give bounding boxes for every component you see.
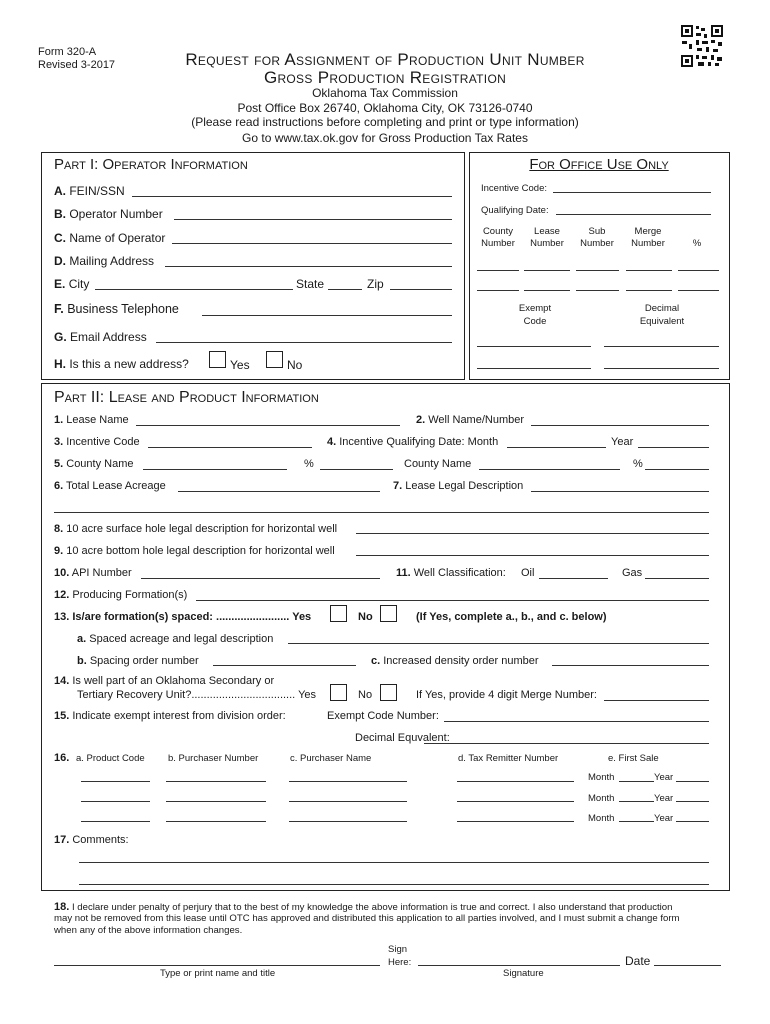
office-county-field-1[interactable] (477, 270, 519, 271)
total-acreage-label: 6. Total Lease Acreage (54, 480, 166, 492)
formation-spaced-yes-checkbox[interactable] (330, 605, 347, 622)
operator-number-label: B. Operator Number (54, 207, 163, 221)
exempt-code-number-field[interactable] (444, 721, 709, 722)
office-sub-field-2[interactable] (576, 290, 619, 291)
first-sale-month-label-1: Month (588, 772, 615, 783)
merge-number-note: If Yes, provide 4 digit Merge Number: (416, 689, 597, 701)
tax-remitter-field-3[interactable] (457, 821, 574, 822)
formation-spaced-no-checkbox[interactable] (380, 605, 397, 622)
spacing-order-field[interactable] (213, 665, 356, 666)
lease-number-header: Lease Number (530, 226, 564, 249)
name-title-caption: Type or print name and title (160, 968, 276, 979)
office-incentive-code-field[interactable] (553, 192, 711, 193)
recovery-unit-label: 14. Is well part of an Oklahoma Secondary or (54, 675, 275, 687)
decimal-equivalent-field[interactable] (424, 743, 709, 744)
state-field[interactable] (328, 289, 362, 290)
qualifying-year-label: Year (611, 436, 634, 448)
bottom-hole-label: 9. 10 acre bottom hole legal description for horizontal well (54, 545, 335, 557)
well-classification-label: 11. Well Classification: (396, 567, 506, 579)
product-code-header: a. Product Code (76, 753, 145, 764)
total-acreage-field[interactable] (178, 491, 380, 492)
api-number-label: 10. API Number (54, 567, 132, 579)
tax-remitter-field-2[interactable] (457, 801, 574, 802)
sign-label: Sign (388, 944, 408, 955)
operator-name-field[interactable] (172, 243, 452, 244)
producing-formation-label: 12. Producing Formation(s) (54, 589, 188, 601)
percent-header: % (692, 238, 702, 249)
name-title-field[interactable] (54, 965, 380, 966)
county-name-field-1[interactable] (143, 469, 287, 470)
part1-title: Part I: Operator Information (54, 156, 248, 173)
purchaser-name-field-3[interactable] (289, 821, 407, 822)
office-county-field-2[interactable] (477, 290, 519, 291)
part2-title: Part II: Lease and Product Information (54, 389, 319, 406)
county-name-label: 5. County Name (54, 458, 134, 470)
formation-spaced-no-label: No (358, 611, 373, 623)
exempt-code-header: Exempt Code (518, 303, 552, 327)
decimal-equivalent-label: Decimal Equvalent: (355, 732, 450, 744)
county-name-label-2: County Name (404, 458, 472, 470)
product-code-field-2[interactable] (81, 801, 150, 802)
qualifying-year-field[interactable] (638, 447, 709, 448)
recovery-unit-label-2: Tertiary Recovery Unit?.................................. Yes (77, 689, 317, 701)
exempt-code-number-label: Exempt Code Number: (327, 710, 439, 722)
agency-name: Oklahoma Tax Commission (312, 86, 458, 100)
office-merge-field-1[interactable] (626, 270, 672, 271)
business-telephone-field[interactable] (202, 315, 452, 316)
lease-name-label: 1. Lease Name (54, 414, 129, 426)
office-exempt-field-2[interactable] (477, 368, 591, 369)
office-decimal-field-1[interactable] (604, 346, 719, 347)
declaration-line-2: may not be removed from this lease until OTC has approved and distributed this application to all parties involved, and I must submit a change form (54, 913, 680, 924)
gas-label: Gas (622, 567, 643, 579)
formation-spaced-note: (If Yes, complete a., b., and c. below) (416, 611, 607, 623)
city-label: E. City (54, 277, 90, 291)
zip-label: Zip (367, 277, 384, 291)
lease-legal-description-field-2[interactable] (54, 512, 709, 513)
first-sale-year-field-2[interactable] (676, 801, 709, 802)
first-sale-month-field-2[interactable] (619, 801, 654, 802)
lease-legal-description-label: 7. Lease Legal Description (393, 480, 524, 492)
county-percent-label-1: % (304, 458, 314, 470)
purchaser-name-field-1[interactable] (289, 781, 407, 782)
email-field[interactable] (156, 342, 452, 343)
incentive-code-field[interactable] (148, 447, 312, 448)
recovery-unit-yes-checkbox[interactable] (330, 684, 347, 701)
first-sale-year-label-2: Year (654, 793, 674, 804)
recovery-unit-no-checkbox[interactable] (380, 684, 397, 701)
surface-hole-label: 8. 10 acre surface hole legal description for horizontal well (54, 523, 338, 535)
purchaser-number-header: b. Purchaser Number (168, 753, 259, 764)
first-sale-month-label-3: Month (588, 813, 615, 824)
surface-hole-field[interactable] (356, 533, 709, 534)
office-merge-field-2[interactable] (626, 290, 672, 291)
first-sale-month-label-2: Month (588, 793, 615, 804)
purchaser-number-field-1[interactable] (166, 781, 266, 782)
gas-field[interactable] (645, 578, 709, 579)
merge-number-field[interactable] (604, 700, 709, 701)
signature-field[interactable] (418, 965, 620, 966)
bottom-hole-field[interactable] (356, 555, 709, 556)
date-label: Date (625, 954, 651, 968)
oil-field[interactable] (539, 578, 608, 579)
api-number-field[interactable] (141, 578, 380, 579)
qualifying-month-label: 4. Incentive Qualifying Date: Month (327, 436, 499, 448)
purchaser-name-field-2[interactable] (289, 801, 407, 802)
density-order-label: c. Increased density order number (371, 655, 539, 667)
office-qualifying-date-field[interactable] (556, 214, 711, 215)
office-sub-field-1[interactable] (576, 270, 619, 271)
spacing-order-label: b. Spacing order number (77, 655, 199, 667)
sub-number-header: Sub Number (580, 226, 614, 249)
formation-spaced-label: 13. Is/are formation(s) spaced: ........................ Yes (54, 611, 312, 623)
agency-address: Post Office Box 26740, Oklahoma City, OK 73126-0740 (237, 101, 533, 115)
producing-formation-field[interactable] (196, 600, 709, 601)
form-number: Form 320-A (38, 46, 97, 58)
purchaser-name-header: c. Purchaser Name (290, 753, 372, 764)
date-field[interactable] (654, 965, 721, 966)
sign-here-label: Here: (388, 957, 412, 968)
revision-date: Revised 3-2017 (38, 59, 116, 71)
office-exempt-field-1[interactable] (477, 346, 591, 347)
fein-field[interactable] (132, 196, 452, 197)
density-order-field[interactable] (552, 665, 709, 666)
mailing-address-label: D. Mailing Address (54, 254, 155, 268)
spaced-acreage-label: a. Spaced acreage and legal description (77, 633, 274, 645)
first-sale-month-field-3[interactable] (619, 821, 654, 822)
form-subtitle: Gross Production Registration (263, 68, 507, 87)
tax-remitter-field-1[interactable] (457, 781, 574, 782)
county-percent-field-2[interactable] (645, 469, 709, 470)
product-code-field-1[interactable] (81, 781, 150, 782)
operator-number-field[interactable] (174, 219, 452, 220)
zip-field[interactable] (390, 289, 452, 290)
incentive-code-label: Incentive Code: (481, 183, 548, 194)
product-section-number: 16. (54, 752, 70, 764)
office-use-title: For Office Use Only (529, 156, 669, 173)
lease-name-field[interactable] (136, 425, 400, 426)
well-name-label: 2. Well Name/Number (416, 414, 525, 426)
fein-label: A. FEIN/SSN (54, 184, 125, 198)
county-number-header: County Number (481, 226, 515, 249)
mailing-address-field[interactable] (165, 266, 452, 267)
exempt-interest-label: 15. Indicate exempt interest from division order: (54, 710, 286, 722)
lease-legal-description-field[interactable] (531, 491, 709, 492)
first-sale-year-label-1: Year (654, 772, 674, 783)
website-note: Go to www.tax.ok.gov for Gross Production Tax Rates (242, 131, 528, 145)
recovery-unit-no-label: No (358, 689, 373, 701)
qr-code-icon (680, 24, 724, 68)
comments-field-1[interactable] (79, 862, 709, 863)
purchaser-number-field-3[interactable] (166, 821, 266, 822)
comments-label: 17. Comments: (54, 834, 129, 846)
new-address-label: H. Is this a new address? (54, 357, 189, 371)
product-code-field-3[interactable] (81, 821, 150, 822)
incentive-code-p2-label: 3. Incentive Code (54, 436, 140, 448)
instructions-note: (Please read instructions before completing and print or type information) (191, 115, 579, 129)
office-decimal-field-2[interactable] (604, 368, 719, 369)
first-sale-year-label-3: Year (654, 813, 674, 824)
first-sale-year-field-1[interactable] (676, 781, 709, 782)
first-sale-month-field-1[interactable] (619, 781, 654, 782)
signature-caption: Signature (503, 968, 544, 979)
purchaser-number-field-2[interactable] (166, 801, 266, 802)
email-label: G. Email Address (54, 330, 147, 344)
business-telephone-label: F. Business Telephone (54, 302, 179, 316)
form-title: Request for Assignment of Production Unit Number (185, 50, 585, 69)
comments-field-2[interactable] (79, 884, 709, 885)
first-sale-year-field-3[interactable] (676, 821, 709, 822)
merge-number-header: Merge Number (631, 226, 665, 249)
state-label: State (296, 277, 325, 291)
county-percent-label-2: % (633, 458, 643, 470)
new-address-no-label: No (287, 358, 303, 372)
office-percent-field-1[interactable] (678, 270, 719, 271)
spaced-acreage-field[interactable] (288, 643, 709, 644)
office-lease-field-1[interactable] (524, 270, 570, 271)
county-name-field-2[interactable] (479, 469, 620, 470)
qualifying-date-label: Qualifying Date: (481, 205, 549, 216)
well-name-field[interactable] (531, 425, 709, 426)
office-lease-field-2[interactable] (524, 290, 570, 291)
new-address-yes-checkbox[interactable] (209, 351, 226, 368)
declaration-line-1: 18. I declare under penalty of perjury that to the best of my knowledge the above information is true and correct. I also understand that production (54, 901, 673, 913)
qualifying-month-field[interactable] (507, 447, 606, 448)
first-sale-header: e. First Sale (608, 753, 659, 764)
city-field[interactable] (95, 289, 293, 290)
county-percent-field-1[interactable] (320, 469, 393, 470)
tax-remitter-header: d. Tax Remitter Number (458, 753, 559, 764)
declaration-line-3: when any of the above information changes. (54, 925, 243, 936)
office-percent-field-2[interactable] (678, 290, 719, 291)
new-address-no-checkbox[interactable] (266, 351, 283, 368)
operator-name-label: C. Name of Operator (54, 231, 166, 245)
decimal-equivalent-header: Decimal Equivalent (639, 303, 685, 327)
oil-label: Oil (521, 567, 535, 579)
new-address-yes-label: Yes (230, 358, 250, 372)
